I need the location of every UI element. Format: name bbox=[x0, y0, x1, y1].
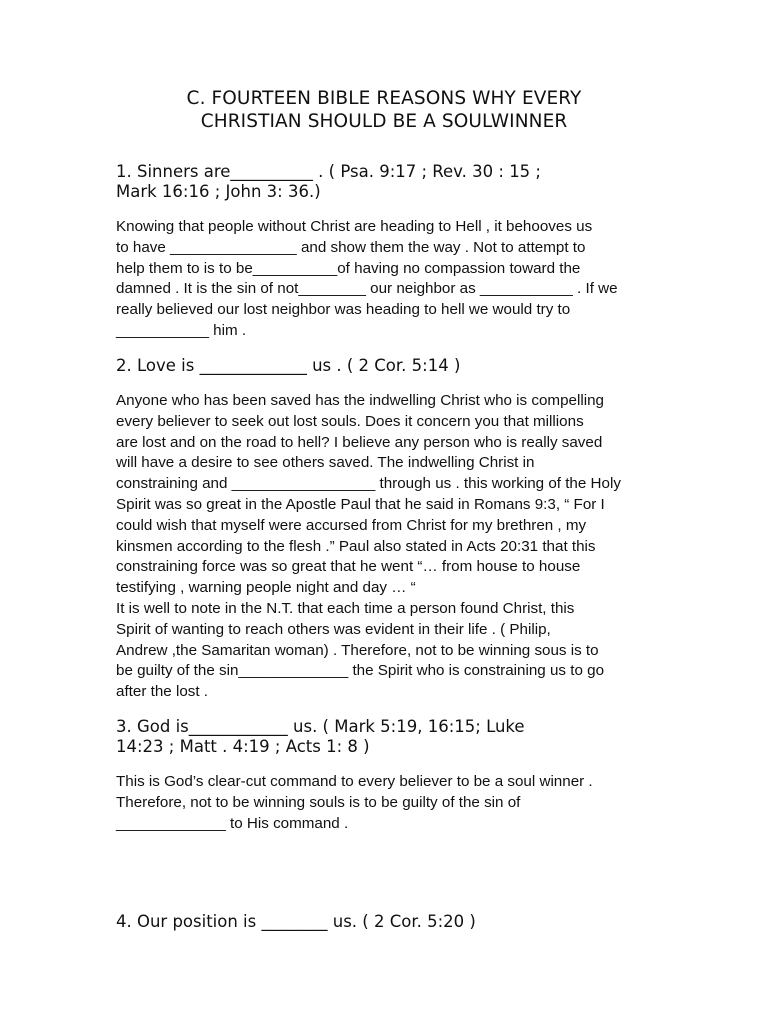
body-line: Spirit of wanting to reach others was evident in their life . ( Philip, bbox=[116, 620, 551, 638]
body-line: Andrew ,the Samaritan woman) . Therefore, not to be winning sous is to bbox=[116, 641, 599, 659]
section-3-body bbox=[116, 772, 656, 834]
title-line-1: C. FOURTEEN BIBLE REASONS WHY EVERY bbox=[186, 88, 582, 109]
body-line: ___________ him . bbox=[116, 321, 247, 339]
title-line-2: CHRISTIAN SHOULD BE A SOULWINNER bbox=[200, 111, 568, 132]
body-line: damned . It is the sin of not________ our neighbor as ___________ . If we bbox=[116, 280, 618, 298]
body-line: Anyone who has been saved has the indwelling Christ who is compelling bbox=[116, 392, 604, 409]
section-1-body bbox=[116, 217, 656, 342]
section-4-heading bbox=[116, 912, 656, 932]
body-line: constraining and _________________ through us . this working of the Holy bbox=[116, 475, 621, 493]
body-line: Knowing that people without Christ are heading to Hell , it behooves us bbox=[116, 218, 593, 235]
body-line: _____________ to His command . bbox=[116, 814, 349, 832]
body-line: testifying , warning people night and day … “ bbox=[116, 579, 416, 597]
heading-line: 3. God is____________ us. ( Mark 5:19, 16:15; Luke bbox=[116, 717, 525, 736]
body-line: to have _______________ and show them the way . Not to attempt to bbox=[116, 238, 586, 256]
body-line: after the lost . bbox=[116, 683, 209, 701]
body-line: every believer to seek out lost souls. Does it concern you that millions bbox=[116, 412, 584, 430]
body-line: kinsmen according to the flesh .” Paul also stated in Acts 20:31 that this bbox=[116, 537, 596, 555]
body-line: constraining force was so great that he went “… from house to house bbox=[116, 558, 581, 576]
heading-line: Mark 16:16 ; John 3: 36.) bbox=[116, 182, 321, 201]
body-line: be guilty of the sin_____________ the Spirit who is constraining us to go bbox=[116, 662, 605, 680]
section-3-heading bbox=[116, 717, 656, 757]
body-line: Therefore, not to be winning souls is to be guilty of the sin of bbox=[116, 793, 521, 811]
body-line: are lost and on the road to hell? I believe any person who is really saved bbox=[116, 433, 603, 451]
body-line: will have a desire to see others saved. The indwelling Christ in bbox=[116, 454, 535, 472]
body-line: Spirit was so great in the Apostle Paul that he said in Romans 9:3, “ For I bbox=[116, 495, 605, 513]
heading-line: 14:23 ; Matt . 4:19 ; Acts 1: 8 ) bbox=[116, 737, 370, 756]
body-line: help them to is to be__________of having no compassion toward the bbox=[116, 259, 581, 277]
section-1-heading bbox=[116, 162, 656, 202]
body-line: This is God’s clear-cut command to every believer to be a soul winner . bbox=[116, 773, 593, 790]
heading-line: 4. Our position is ________ us. ( 2 Cor. 5:20 ) bbox=[116, 912, 476, 931]
body-line: really believed our lost neighbor was heading to hell we would try to bbox=[116, 301, 571, 319]
section-2-body bbox=[116, 391, 656, 703]
heading-line: 2. Love is _____________ us . ( 2 Cor. 5:14 ) bbox=[116, 356, 461, 375]
heading-line: 1. Sinners are__________ . ( Psa. 9:17 ; Rev. 30 : 15 ; bbox=[116, 162, 541, 181]
body-line: could wish that myself were accursed from Christ for my brethren , my bbox=[116, 516, 587, 534]
body-line: It is well to note in the N.T. that each time a person found Christ, this bbox=[116, 599, 575, 617]
document-title bbox=[0, 87, 768, 133]
section-2-heading bbox=[116, 356, 656, 376]
